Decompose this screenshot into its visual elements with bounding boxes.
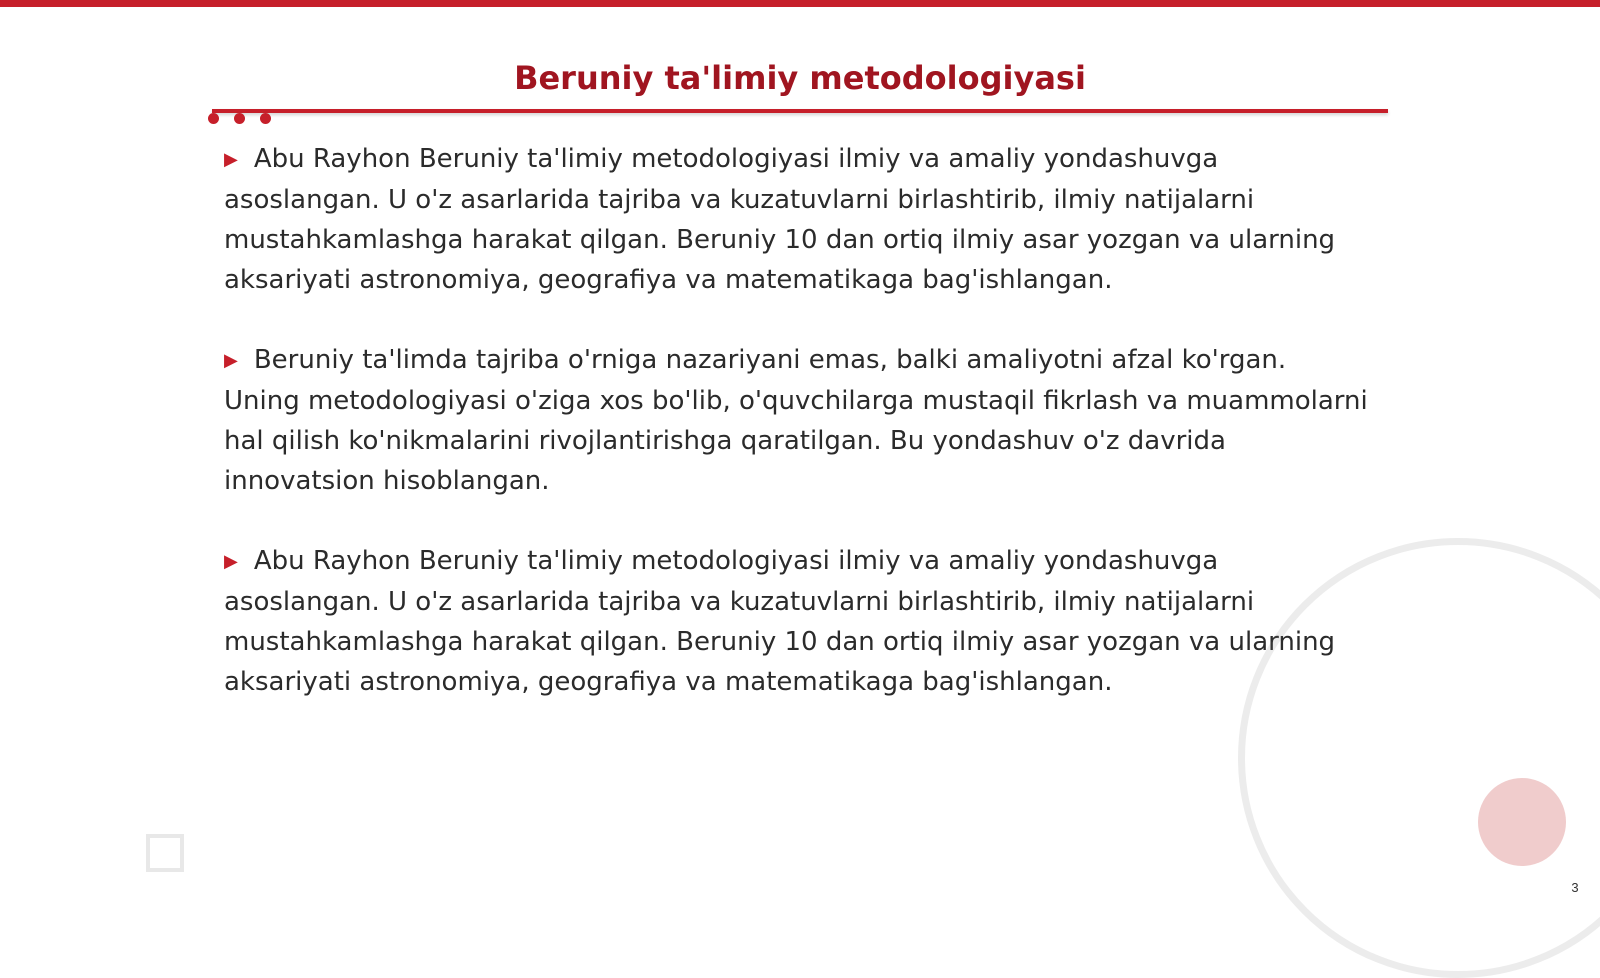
slide-title: Beruniy ta'limiy metodologiyasi bbox=[514, 59, 1086, 97]
title-underline bbox=[212, 109, 1388, 113]
bullet-paragraph bbox=[224, 139, 1369, 300]
bullet-paragraph bbox=[224, 340, 1369, 501]
decorative-square bbox=[146, 834, 184, 872]
decorative-dot bbox=[234, 113, 245, 124]
bullet-text: Beruniy ta'limda tajriba o'rniga nazariyani emas, balki amaliyotni afzal ko'rgan. Uning metodologiyasi o'ziga xos bo'lib, o'quvchilarga mustaqil fikrlash va muammolarni hal qilish ko'nikmalarini rivojlantirishga qaratilgan. Bu yondashuv o'z davrida innovatsion hisoblangan. bbox=[224, 345, 1368, 496]
decorative-circle bbox=[1478, 778, 1566, 866]
bullet-text: Abu Rayhon Beruniy ta'limiy metodologiyasi ilmiy va amaliy yondashuvga asoslangan. U o'z asarlarida tajriba va kuzatuvlarni birlashtirib, ilmiy natijalarni mustahkamlashga harakat qilgan. Beruniy 10 dan ortiq ilmiy asar yozgan va ularning aksariyati astronomiya, geografiya va matematikaga bag'ishlangan. bbox=[224, 144, 1336, 295]
bullet-paragraph bbox=[224, 541, 1369, 702]
top-accent-bar bbox=[0, 0, 1600, 7]
bullet-arrow-icon: ▶ bbox=[224, 551, 238, 572]
bullet-arrow-icon: ▶ bbox=[224, 149, 238, 170]
slide-number: 3 bbox=[1571, 880, 1579, 895]
bullet-text: Abu Rayhon Beruniy ta'limiy metodologiyasi ilmiy va amaliy yondashuvga asoslangan. U o'z asarlarida tajriba va kuzatuvlarni birlashtirib, ilmiy natijalarni mustahkamlashga harakat qilgan. Beruniy 10 dan ortiq ilmiy asar yozgan va ularning aksariyati astronomiya, geografiya va matematikaga bag'ishlangan. bbox=[224, 546, 1336, 697]
decorative-dot bbox=[260, 113, 271, 124]
bullet-list bbox=[224, 139, 1369, 742]
decorative-dot bbox=[208, 113, 219, 124]
bullet-arrow-icon: ▶ bbox=[224, 350, 238, 371]
